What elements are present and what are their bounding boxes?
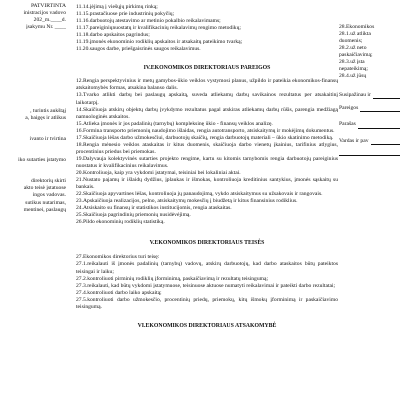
fragment-line: , turintis aukštąj	[30, 108, 66, 115]
responsibility-item: 28.2.už neto	[339, 45, 367, 52]
responsibility-item: 28.Ekonomikos	[339, 24, 375, 30]
duty-item: 21.Nustato pajamų ir išlaidų dydžius, įplaukas ir išmokas, kontroliuoja kreditinius santykius, įmonės sąskaitų su bankais.	[76, 177, 338, 191]
fragment-line: a, baigęs ir atlikus	[25, 115, 66, 122]
signature-field[interactable]	[339, 121, 400, 128]
approval-heading: PATVIRTINTA	[30, 3, 66, 9]
right-item: 27.4.kontroliuoti darbo laiko apskaitą;	[76, 289, 162, 296]
list-item: 11.18.darbo apskaitos pagrindus;	[76, 32, 150, 39]
list-item: 11.16.darbuotojų atestavimo ar metinio pokalbio reikalavimams;	[76, 18, 221, 25]
fragment-line: direktorių skirti	[31, 178, 66, 185]
right-item: 27.1.reikalauti iš įmonės padalinių (tarnybų) vadovų, atskirų darbuotojų, kad darbo ataskaitos būtų pateiktos teisingai ir laiku;	[76, 261, 338, 275]
duty-item: 12.Rengia perspektyvinius ir metų gamybos-ūkio veiklos vystymosi planus, užpildo ir pateikia ekonomikos-finansų atskaitomybės formas, atsakina balanso dalis.	[76, 78, 338, 92]
approval-line-1: inistracijos vadovo	[23, 10, 66, 17]
duty-item: 14.Skaičiuoja atskirų objektų darbų įvykdymo rezultatus pagal atskiras atliekamų darbų rūšis, parengia medžiagą namuologinės atskaitos.	[76, 106, 338, 120]
right-item: 27.2.kontroliuoti pirminių rodiklių įforminimą, paskaičiavimą ir rezultatų teisingumą;	[76, 275, 269, 282]
fragment-line: ivanto ir tvirtina	[29, 136, 66, 143]
extra-rule	[339, 150, 400, 156]
right-item: 27.3.reikalauti, kad būtų vykdomi įstatymuose, teisinuose aktuose numatyti reikalavimai ir pateikti darbo rezultatai;	[76, 282, 336, 289]
duty-item: 15.Atlieka įmonės ir jos padalinių (tarnybų) kompleksinę ūkio - finansų veiklos analizę.	[76, 120, 273, 127]
responsibility-item: 28.3.už įsta	[339, 59, 365, 66]
position-field[interactable]	[339, 105, 400, 112]
right-item: 27.5.kontroliuoti darbo užmokesčio, procentinių priedų, priemokų, kitų išmokų įforminimą ir paskaičiavimo teisingumą.	[76, 296, 338, 310]
duty-item: 24.Atsiskaito su finansų ir statistikos institucijomis, rengia ataskaitas.	[76, 205, 232, 212]
duty-item: 23.Apskaičiuoja realizacijos, pelno, atsiskaitymų mokesčių į biudžetą ir kitus finansinius rodiklius.	[76, 198, 298, 205]
responsibility-item: duomenis;	[339, 38, 363, 45]
responsibility-item: paskaičiavimą;	[339, 52, 373, 59]
name-label: Vardas ir pav	[339, 137, 369, 144]
duty-item: 19.Dalyvauja kolektyvinės sutarties projekto rengime, kartu su kitomis tarnybomis rengia darbuotojų pareiginius nuostatus ir kvalifikacinius reikalavimus.	[76, 155, 338, 169]
position-label: Pareigos	[339, 105, 359, 112]
fragment-line: ingos vadovas.	[32, 192, 66, 199]
signature-rule	[358, 123, 400, 129]
position-rule	[360, 106, 400, 112]
right-item: 27.Ekonomikos direktorius turi teisę:	[76, 254, 160, 261]
list-item: 11.14.įėjimą į viešųjų pirkimų rinką;	[76, 4, 158, 10]
main-column	[76, 0, 338, 400]
list-item: 11.20.saugos darbe, priešgaisrinės saugos reikalavimus.	[76, 46, 201, 53]
duty-item: 17.Skaičiuoja lėšas darbo užmokesčiui, darbuotojų skaičių, rengia darbuotojų materiali – ūkio skatinimo metodiką.	[76, 134, 334, 141]
acknowledgement-rule	[373, 93, 400, 99]
fragment-line: sutikus nutarimas,	[25, 199, 66, 206]
duty-item: 22.Skaičiuoja apyvartines lėšas, kontroliuoja jų panaudojimą, vykdo atsiskaitymus su užsakovais ir rangovais.	[76, 191, 323, 198]
right-column	[339, 0, 400, 400]
list-item: 11.15.prastačiuose prie industrinių pokyčių;	[76, 11, 175, 18]
approval-line-2: 202_m.____d.	[33, 17, 66, 24]
duty-item: 16.Formina transporto priemonių naudojimo išlaidas, rengia autotransporto, atsiskaitymų ir mokėjimų dokumentus.	[76, 127, 335, 134]
responsibility-item: 28.1.už atlikta	[339, 31, 371, 38]
section-heading-duties: IV.EKONOMIKOS DIREKTORIAUS PAREIGOS	[143, 65, 271, 72]
fragment-line: akto teisė įstatuose	[23, 185, 66, 192]
duty-item: 13.Tvarko atlikti darbų bei paslaugų apskaitą, suveda atliekamų darbų savikainos rezultatus per atsakaitinį laikotarpį.	[76, 92, 338, 106]
acknowledgement-label: Susipažinau ir	[339, 92, 371, 99]
left-column	[0, 0, 66, 400]
duty-item: 20.Kontroliuoja, kaip yra vykdomi įstatymai, teisiniai bei lokaliniai aktai.	[76, 169, 241, 176]
section-heading-rights: V.EKONOMIKOS DIREKTORIAUS TEISĖS	[149, 240, 265, 247]
responsibility-item: 28.4.už jūsų	[339, 73, 367, 80]
section-heading-responsibility: VI.EKONOMIKOS DIREKTORIAUS ATSAKOMYBĖ	[137, 322, 277, 329]
responsibility-item: nepateikimą;	[339, 66, 368, 73]
approval-line-3: įsakymu Nr. ____	[26, 24, 66, 31]
list-item: 11.17.pareiginiųnuostatų ir kvalifikacinių reikalavimų rengimo metodikų;	[76, 25, 241, 32]
duty-item: 25.Skaičiuoja pagrindinių priemonių nusidėvėjimą.	[76, 212, 191, 219]
duty-item: 18.Rengia mėnesio veiklos ataskaitas ir kitus duomenis, skaičiuoja darbo vienetų įkainius, tarifinius atlygius, procentinius priedus bei priemokas.	[76, 141, 338, 155]
extra-rule-line	[339, 150, 400, 156]
name-rule	[371, 139, 400, 145]
fragment-line: iko sutarties įstatymo	[18, 157, 66, 164]
fragment-line: mentinei, paslaugų	[23, 206, 66, 213]
duty-item: 26.Pildo ekonominių rodiklių statistiką.	[76, 219, 165, 226]
signature-label: Parašas	[339, 121, 356, 128]
acknowledgement-line	[339, 92, 400, 99]
name-field[interactable]	[339, 138, 400, 145]
list-item: 11.19.įmonės ekonominio rodiklių apskaitos ir atsakaitų pateikimo tvarką;	[76, 39, 243, 46]
